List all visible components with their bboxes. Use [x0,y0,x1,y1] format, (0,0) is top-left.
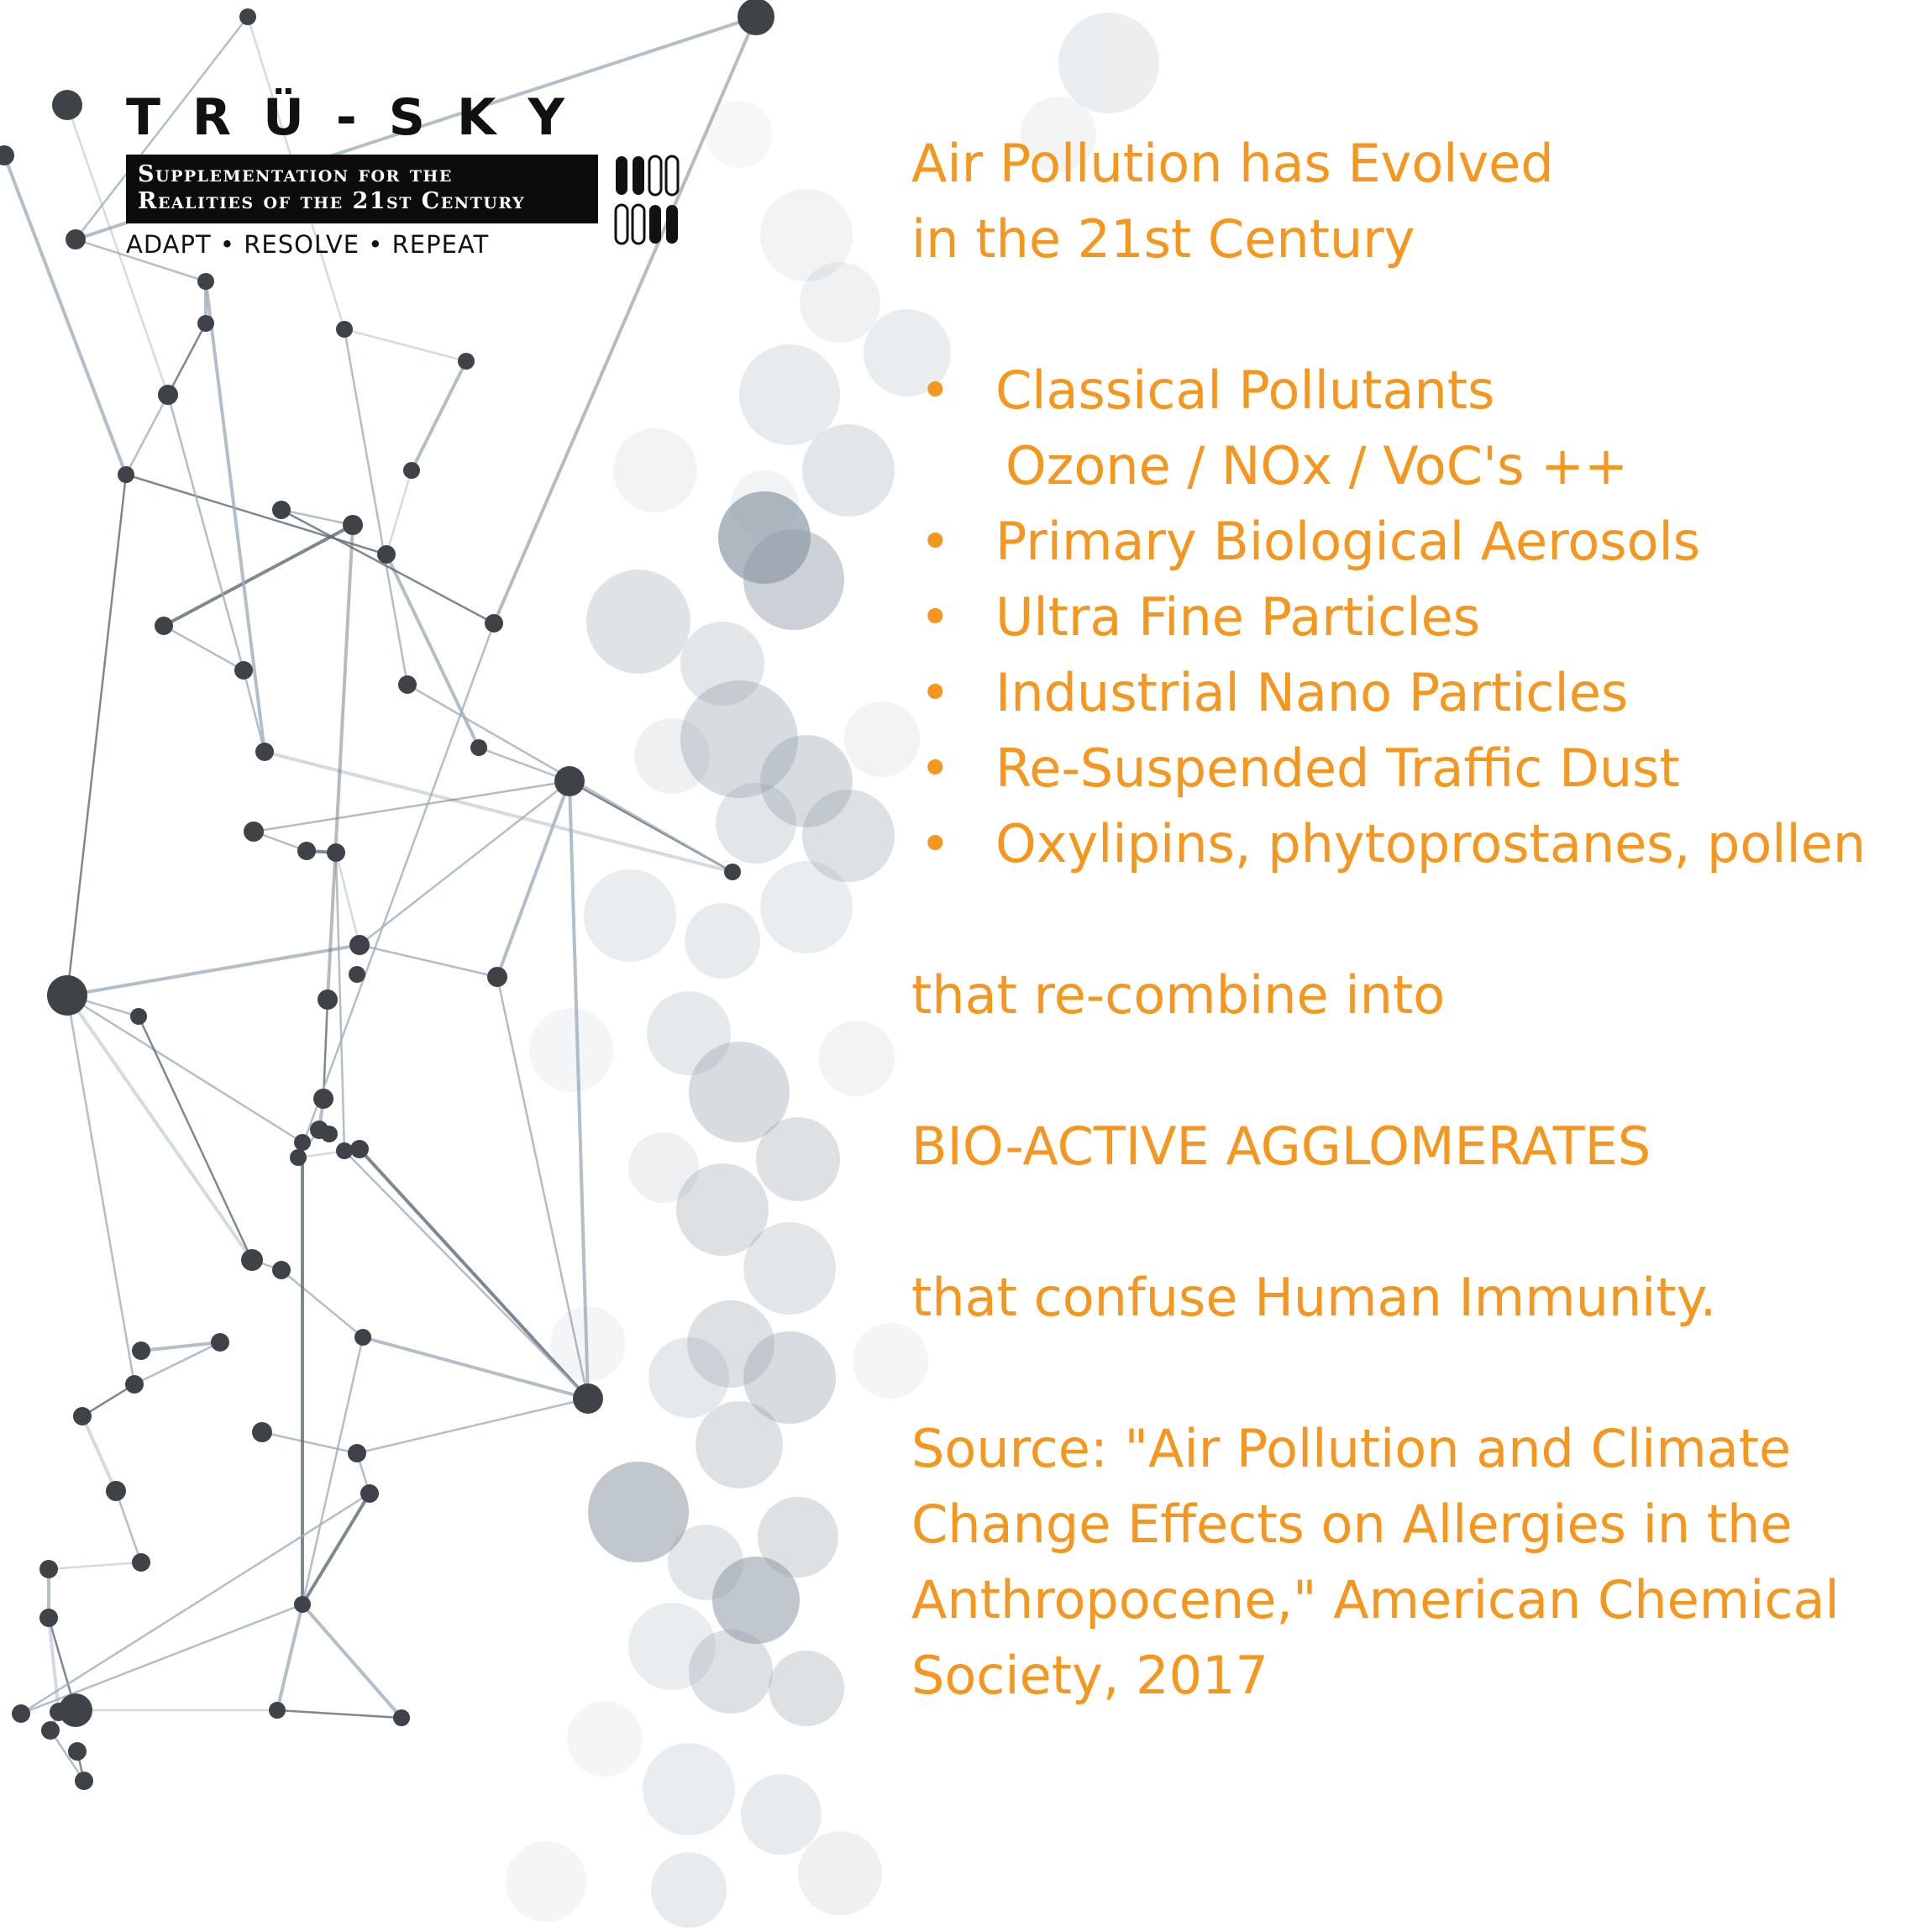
network-line [336,853,360,945]
network-node [297,842,316,860]
network-node [197,315,214,332]
infographic-text [911,126,1919,1714]
network-line [164,525,353,626]
network-line [302,1337,363,1604]
network-node [403,462,420,479]
source-line1: Source: "Air Pollution and Climate [911,1418,1792,1479]
network-node [158,385,178,405]
network-line [67,995,134,1384]
network-node [39,1560,58,1578]
network-node [573,1383,603,1414]
list-item-label: Primary Biological Aerosols [995,511,1701,572]
bokeh-bubble [760,861,853,953]
network-line [344,329,466,361]
network-line [67,945,360,995]
network-node [393,1709,410,1726]
network-line [302,1494,370,1604]
bokeh-bubble [756,1117,840,1201]
network-node [458,353,475,370]
bokeh-bubble [529,1008,613,1092]
bokeh-bubble [506,1841,586,1922]
network-line [281,1270,363,1337]
headline-line2: in the 21st Century [911,208,1415,270]
source-citation [911,1411,1919,1714]
bokeh-bubble [628,1132,699,1203]
bokeh-bubble [643,1743,735,1835]
network-node [130,1008,147,1025]
network-node [155,617,173,635]
network-node [377,545,396,564]
network-line [126,395,168,475]
network-node [132,1341,150,1360]
network-line [141,1342,220,1351]
network-node [239,8,256,25]
network-node [252,1422,272,1442]
list-item-label: Industrial Nano Particles [995,662,1629,723]
source-line3: Anthropocene," American Chemical [911,1569,1840,1630]
network-node [244,822,264,842]
bokeh-bubble [696,1401,783,1488]
network-line [4,155,126,475]
network-node [398,675,417,694]
list-item-label: Oxylipins, phytoprostanes, pollen [995,813,1866,874]
network-node [234,661,253,680]
network-node [255,743,274,761]
network-line [277,1710,402,1718]
bokeh-bubble [685,903,760,979]
network-line [21,1494,370,1714]
network-node [52,90,82,120]
conclusion-text: that confuse Human Immunity. [911,1267,1717,1328]
network-line [360,945,497,977]
list-item [911,353,1919,504]
network-line [281,510,494,623]
network-node [485,614,503,633]
network-node [241,1249,263,1271]
network-node [336,1142,353,1159]
network-line [126,475,386,554]
network-node [272,501,291,519]
network-node [12,1704,30,1723]
network-node [197,273,214,290]
network-node [73,1407,92,1425]
network-node [738,0,774,35]
brand-logo-mark [609,151,718,252]
network-line [386,470,412,554]
network-line [164,626,244,670]
bokeh-bubble [586,570,690,674]
network-node [349,966,365,983]
bokeh-bubble [634,718,710,794]
network-node [118,466,134,483]
network-line [344,1151,588,1399]
network-node [39,1609,58,1627]
bullet-icon: • [920,738,951,799]
network-line [281,510,353,525]
list-item [911,504,1919,580]
bokeh-bubble [741,1774,822,1855]
network-node [269,1702,286,1719]
network-line [168,395,244,670]
network-line [67,475,126,995]
network-node [724,864,741,880]
network-node [336,321,353,338]
bokeh-bubble [743,1222,836,1315]
network-node [211,1333,229,1352]
network-node [0,145,14,165]
network-line [139,1016,252,1260]
bokeh-bubble [739,344,840,445]
network-node [554,766,585,796]
network-line [302,1604,402,1718]
network-node [47,975,87,1016]
network-node [343,515,363,535]
pollutant-list [911,353,1919,882]
network-node [290,1149,307,1166]
bullet-icon: • [920,511,951,572]
network-line [262,1432,357,1453]
brand-motto: ADAPT • RESOLVE • REPEAT [126,230,490,259]
list-item [911,580,1919,655]
bokeh-bubble [613,428,697,512]
bokeh-bubble [628,1603,716,1690]
network-node [348,1444,366,1462]
bullet-icon: • [920,586,951,648]
bokeh-bubble [743,529,844,630]
network-line [412,361,466,470]
network-line [67,995,302,1142]
bokeh-bubble [769,1651,844,1726]
bokeh-bubble [800,262,880,343]
network-node [125,1375,144,1394]
network-line [344,329,407,685]
network-node [294,1134,311,1151]
bokeh-bubble [798,1831,882,1915]
network-node [470,739,487,756]
bokeh-bubble [651,1852,727,1928]
emphasis-text: BIO-ACTIVE AGGLOMERATES [911,1116,1651,1177]
network-node [327,843,345,862]
network-node [318,990,338,1010]
network-node [349,935,370,955]
network-node [41,1721,60,1740]
bokeh-bubble [716,783,796,864]
bullet-icon: • [920,813,951,874]
network-node [313,1089,333,1109]
brand-tagline-line2: Realities of the 21st Century [138,188,526,214]
list-item-sub: Ozone / NOx / VoC's ++ [1005,435,1628,496]
network-node [106,1481,126,1501]
recombine-text: that re-combine into [911,964,1446,1026]
network-node [75,1772,93,1790]
network-node [487,967,507,987]
network-line [21,1604,302,1714]
brand-tagline-bar [126,155,598,223]
network-line [328,525,353,1000]
network-line [206,281,265,752]
network-line [277,1604,302,1710]
brand-tagline-line1: Supplementation for the [138,161,453,187]
network-node [50,1703,68,1721]
list-item [911,806,1919,882]
list-item-label: Classical Pollutants [995,360,1495,421]
bokeh-bubble [648,1337,729,1418]
list-item [911,655,1919,731]
list-item-label: Re-Suspended Traffic Dust [995,738,1680,799]
network-node [132,1553,150,1572]
network-line [116,1491,141,1562]
bullet-icon: • [920,360,951,421]
network-line [357,1399,588,1453]
network-line [67,995,252,1260]
bokeh-bubble [584,869,676,962]
source-line4: Society, 2017 [911,1645,1268,1706]
list-item-label: Ultra Fine Particles [995,586,1481,648]
brand-name: TRÜ-SKY [126,88,596,147]
network-node [272,1261,291,1279]
network-line [360,1149,588,1399]
network-node [66,229,86,249]
headline-line1: Air Pollution has Evolved [911,133,1554,194]
bullet-icon: • [920,662,951,723]
network-line [168,323,206,395]
network-line [298,623,494,1158]
network-node [68,1742,87,1761]
network-node [354,1329,371,1346]
network-node [294,1596,311,1613]
network-line [49,1562,141,1569]
network-node [310,1121,328,1139]
source-line2: Change Effects on Allergies in the [911,1494,1793,1555]
bokeh-bubble [567,1701,643,1777]
network-line [82,1416,116,1491]
headline [911,126,1919,277]
network-node [360,1484,379,1503]
list-item [911,731,1919,806]
network-node [350,1140,369,1158]
bokeh-bubble [802,424,895,517]
